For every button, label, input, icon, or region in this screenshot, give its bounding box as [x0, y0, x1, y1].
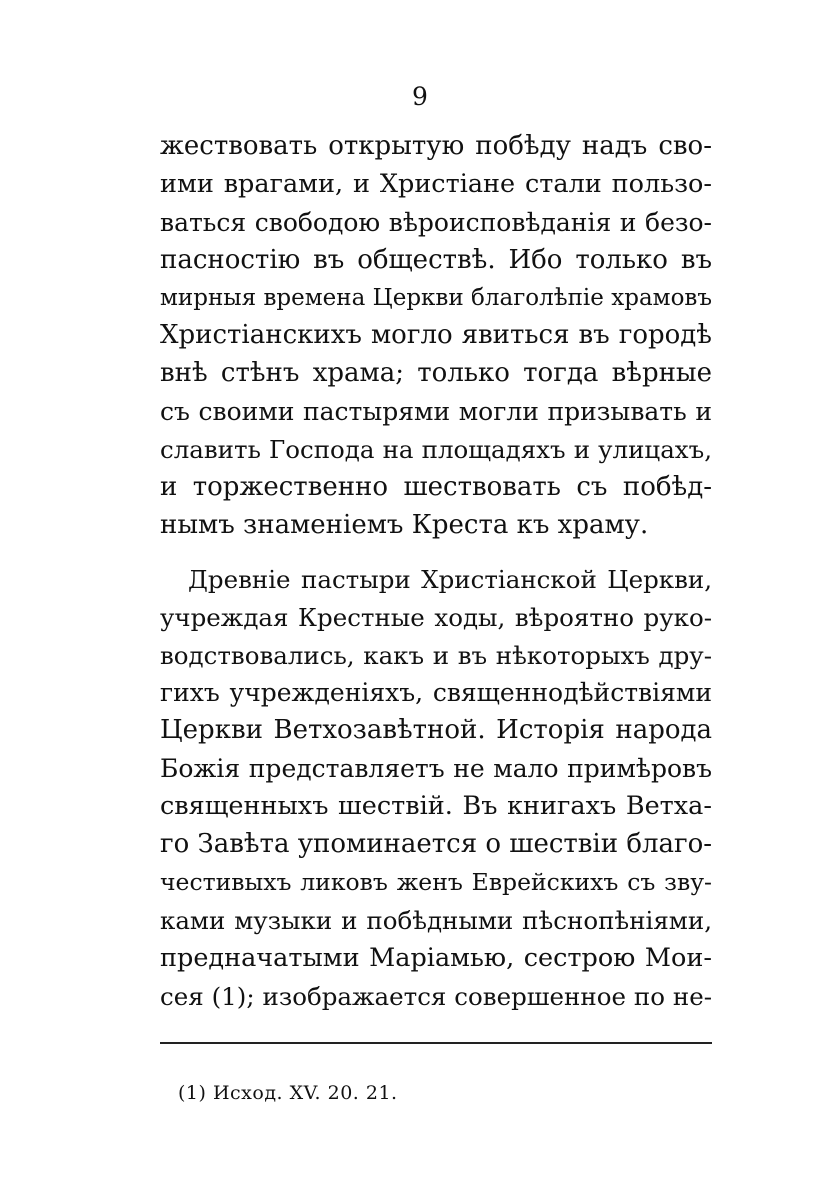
text-line: нымъ знаменіемъ Креста къ храму.: [160, 509, 649, 540]
text-line: Церкви Ветхозавѣтной. Исторія народа: [160, 715, 712, 746]
text-line: водствовались, какъ и въ нѣкоторыхъ дру-: [160, 640, 712, 670]
text-line: ками музыки и побѣдными пѣснопѣніями,: [160, 905, 712, 935]
text-line: съ своими пастырями могли призывать и: [160, 397, 712, 427]
text-line: ваться свободою вѣроисповѣданія и безо-: [160, 207, 712, 237]
text-line: честивыхъ ликовъ женъ Еврейскихъ съ зву-: [160, 867, 712, 896]
text-line: мирныя времена Церкви благолѣпіе храмовъ: [160, 284, 712, 311]
text-line: Христіанскихъ могло явиться въ городѣ: [160, 320, 712, 351]
text-line: Божія представляетъ не мало примѣровъ: [160, 754, 712, 784]
text-line: священныхъ шествій. Въ книгахъ Ветха-: [160, 791, 712, 822]
page-number: 9: [412, 82, 428, 111]
body-text: [160, 128, 712, 1015]
text-line: ими врагами, и Христіане стали пользо-: [160, 168, 712, 199]
paragraph-1: [160, 128, 712, 545]
text-line: внѣ стѣнъ храма; только тогда вѣрные: [160, 358, 712, 389]
paragraph-gap: [160, 545, 712, 561]
text-line: го Завѣта упоминается о шествіи благо-: [160, 829, 713, 860]
paragraph-2: [160, 561, 712, 1016]
text-line: и торжественно шествовать съ побѣд-: [160, 472, 712, 503]
text-line: жествовать открытую побѣду надъ сво-: [160, 131, 712, 161]
text-line: Древніе пастыри Христіанской Церкви,: [188, 564, 712, 594]
footnote: (1) Исход. XV. 20. 21.: [178, 1082, 398, 1104]
text-line: пасностію въ обществѣ. Ибо только въ: [160, 244, 712, 275]
text-line: сея (1); изображается совершенное по не-: [160, 981, 712, 1011]
text-line: славить Господа на площадяхъ и улицахъ,: [160, 435, 712, 465]
footnote-divider: [160, 1042, 712, 1044]
text-line: предначатыми Маріамью, сестрою Мои-: [160, 942, 712, 973]
text-line: учреждая Крестные ходы, вѣроятно руко-: [160, 602, 712, 632]
text-line: гихъ учрежденіяхъ, священнодѣйствіями: [160, 678, 712, 708]
